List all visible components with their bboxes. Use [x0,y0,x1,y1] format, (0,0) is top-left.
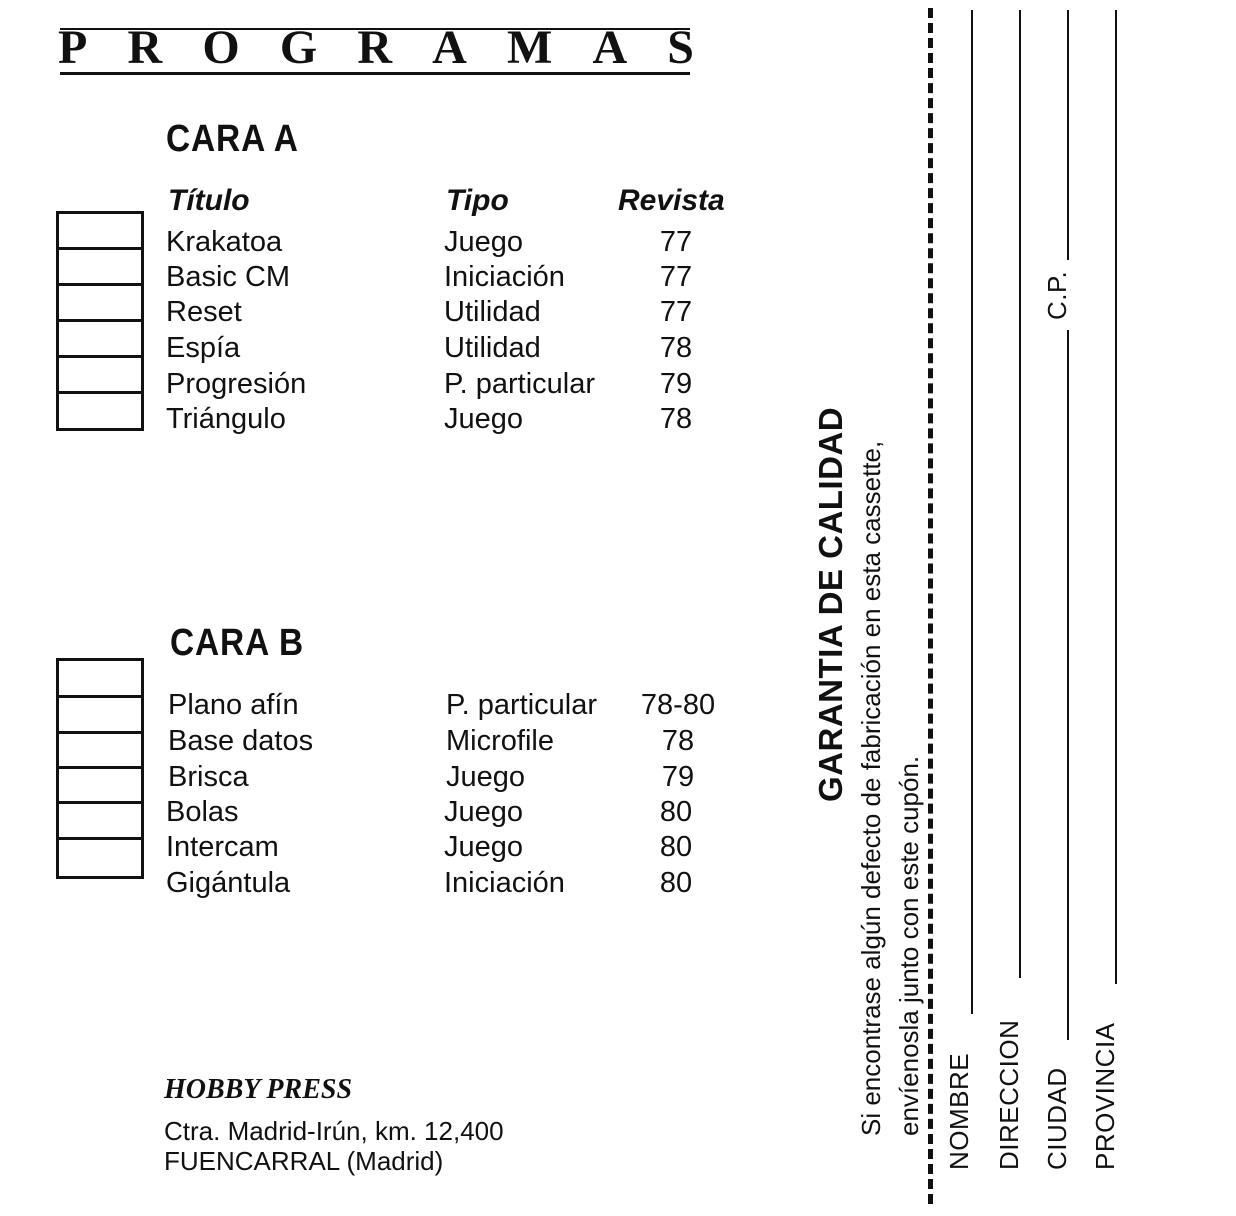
title-letter: A [432,21,467,74]
program-issue: 78 [659,403,693,435]
column-header-issue: Revista [618,184,725,217]
publisher-address-line2: FUENCARRAL (Madrid) [164,1146,444,1176]
program-type: Iniciación [444,867,565,899]
column-header-title: Título [168,184,250,217]
program-type: Iniciación [444,261,565,293]
checkbox[interactable] [59,358,141,394]
program-title: Basic CM [166,261,291,293]
program-title: Intercam [166,831,279,863]
column-header-type: Tipo [446,184,509,217]
program-type: Microfile [446,725,554,757]
checkbox[interactable] [59,661,141,698]
program-issue: 77 [659,296,693,328]
program-title: Reset [166,296,242,328]
side-a-heading: CARA A [166,118,299,160]
program-title: Krakatoa [166,226,283,258]
checkbox[interactable] [59,840,141,876]
program-type: P. particular [444,368,595,400]
field-label-province: PROVINCIA [1090,1022,1120,1170]
title-letter: O [202,21,240,74]
title-rule-bottom [60,72,690,75]
program-title: Brisca [168,761,249,793]
cut-line [928,8,933,1204]
address-field-line[interactable] [1019,10,1021,978]
side-b-heading: CARA B [170,622,305,664]
program-issue: 77 [659,261,693,293]
program-type: Juego [444,796,524,828]
program-issue: 80 [659,867,693,899]
program-title: Gigántula [166,867,291,899]
postal-code-field-line[interactable] [1067,10,1069,260]
program-issue: 79 [659,368,693,400]
field-label-city: CIUDAD [1042,1067,1072,1170]
program-issue: 80 [659,831,693,863]
program-type: Juego [446,761,526,793]
program-type: Utilidad [444,296,541,328]
program-type: Juego [444,403,524,435]
guarantee-title: GARANTIA DE CALIDAD [812,406,849,802]
program-title: Plano afín [168,689,299,721]
checkbox[interactable] [59,322,141,358]
program-type: P. particular [446,689,597,721]
program-issue: 80 [659,796,693,828]
publisher-name: HOBBY PRESS [164,1074,353,1105]
program-title: Progresión [166,368,307,400]
checkbox[interactable] [59,214,141,250]
checkbox[interactable] [59,804,141,840]
title-letter: A [592,21,628,74]
program-type: Juego [444,226,524,258]
program-issue: 78 [659,332,693,364]
field-label-name: NOMBRE [944,1052,974,1170]
title-letter: M [506,21,553,74]
field-label-postal-code: C.P. [1042,270,1072,320]
field-label-address: DIRECCION [994,1019,1024,1170]
side-b-checkboxes [56,658,144,879]
program-title: Triángulo [166,403,286,435]
program-title: Base datos [168,725,314,757]
title-letter: P [58,21,88,74]
checkbox[interactable] [59,286,141,322]
checkbox[interactable] [59,394,141,428]
program-type: Juego [444,831,524,863]
program-issue: 78-80 [640,689,716,721]
title-letter: R [357,21,392,74]
program-issue: 79 [661,761,695,793]
name-field-line[interactable] [971,10,973,1014]
checkbox[interactable] [59,769,141,804]
title-letter: G [279,21,318,74]
title-letter: R [127,21,163,74]
province-field-line[interactable] [1115,10,1117,984]
program-issue: 77 [659,226,693,258]
city-field-line[interactable] [1067,330,1069,1040]
program-type: Utilidad [444,332,541,364]
checkbox[interactable] [59,698,141,734]
program-issue: 78 [661,725,695,757]
guarantee-text-line2: envíenosla junto con este cupón. [894,755,924,1136]
publisher-address-line1: Ctra. Madrid-Irún, km. 12,400 [164,1116,504,1146]
side-a-checkboxes [56,211,144,431]
guarantee-text-line1: Si encontrase algún defecto de fabricación en esta cassette, [856,440,886,1136]
checkbox[interactable] [59,734,141,769]
checkbox[interactable] [59,250,141,286]
program-title: Espía [166,332,241,364]
program-title: Bolas [166,796,239,828]
page-title [58,22,694,74]
title-letter: S [667,21,694,74]
